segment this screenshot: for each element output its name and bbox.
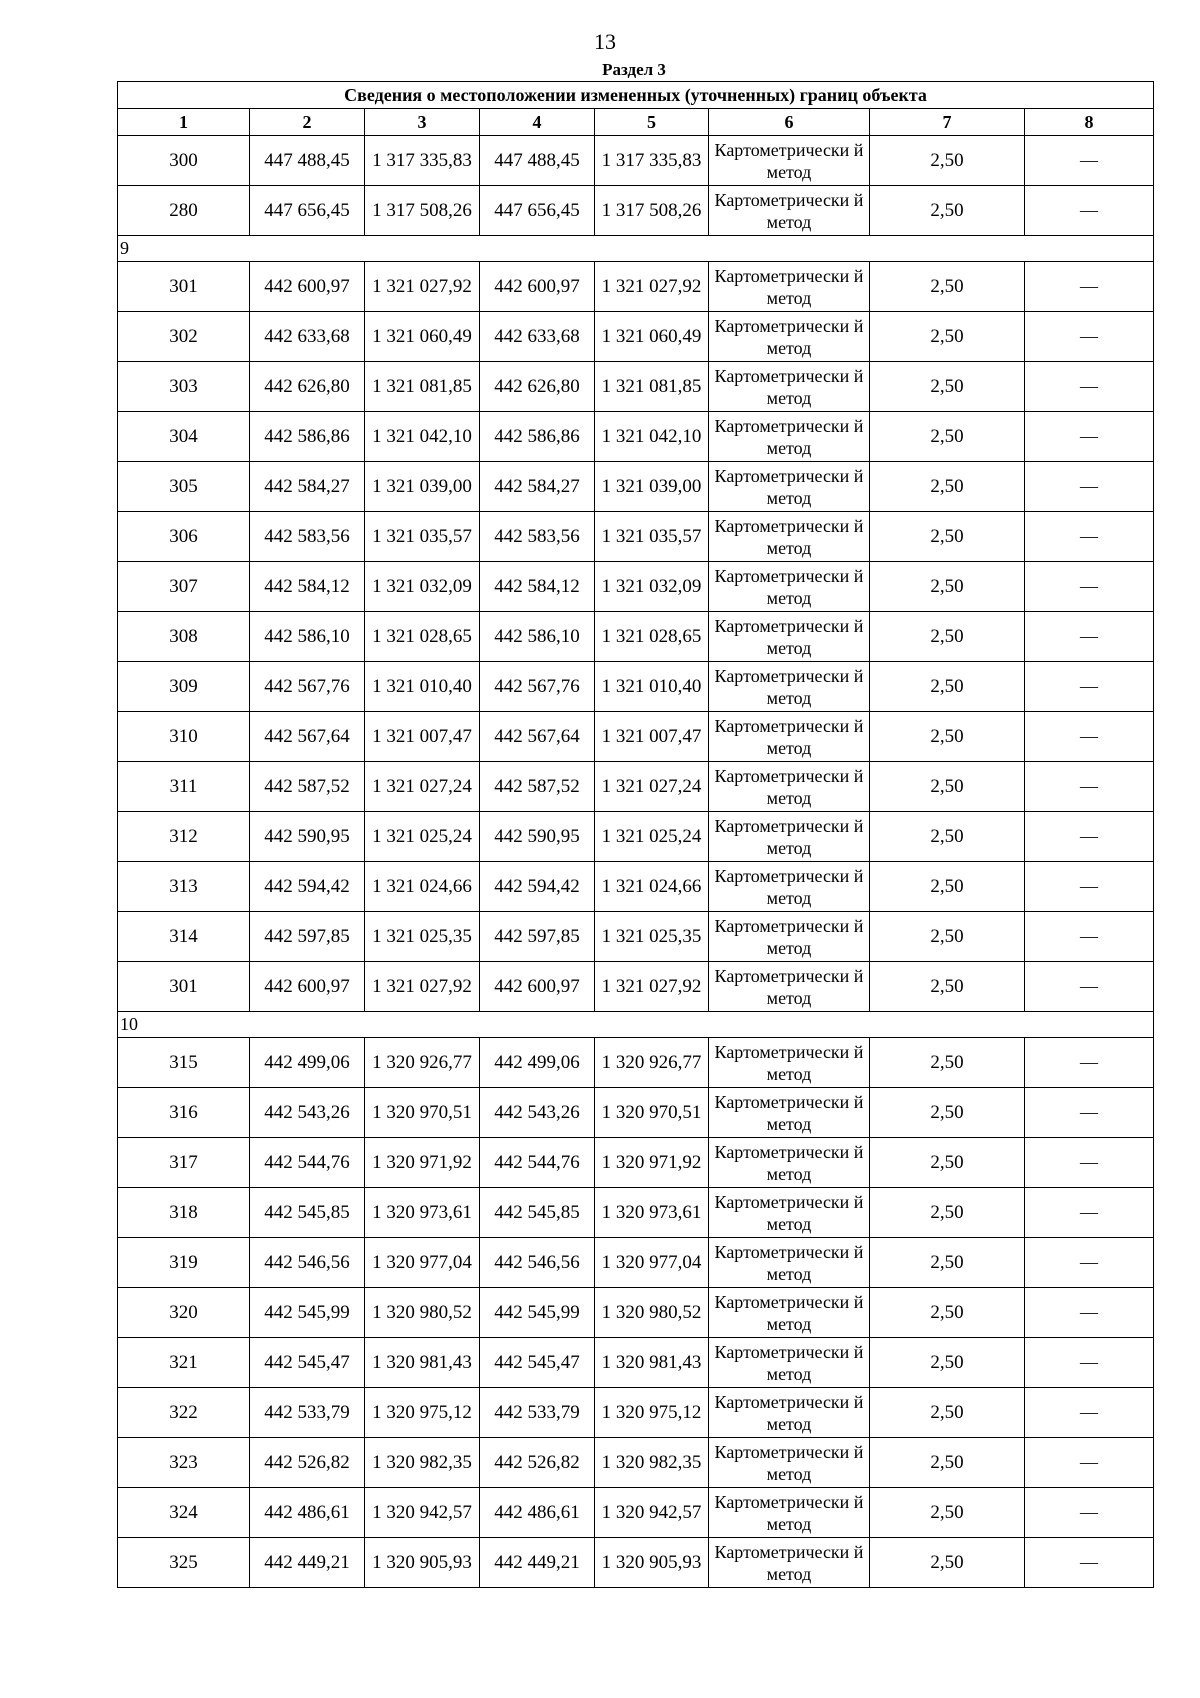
accuracy-cell: 2,50 xyxy=(870,1238,1025,1288)
x-old-cell: 442 544,76 xyxy=(250,1138,365,1188)
method-cell: Картометрически й метод xyxy=(709,862,870,912)
table-row xyxy=(118,362,1154,412)
description-cell: — xyxy=(1025,662,1154,712)
y-new-cell: 1 321 081,85 xyxy=(595,362,709,412)
y-new-cell: 1 320 981,43 xyxy=(595,1338,709,1388)
x-new-cell: 442 586,10 xyxy=(480,612,595,662)
table-row xyxy=(118,612,1154,662)
x-old-cell: 442 600,97 xyxy=(250,962,365,1012)
table-row xyxy=(118,962,1154,1012)
table-row xyxy=(118,1188,1154,1238)
description-cell: — xyxy=(1025,136,1154,186)
x-new-cell: 447 656,45 xyxy=(480,186,595,236)
description-cell: — xyxy=(1025,412,1154,462)
page-number: 13 xyxy=(594,29,616,54)
x-old-cell: 442 586,86 xyxy=(250,412,365,462)
method-cell: Картометрически й метод xyxy=(709,712,870,762)
y-old-cell: 1 317 508,26 xyxy=(365,186,480,236)
y-new-cell: 1 321 010,40 xyxy=(595,662,709,712)
x-old-cell: 442 486,61 xyxy=(250,1488,365,1538)
description-cell: — xyxy=(1025,1238,1154,1288)
y-old-cell: 1 321 060,49 xyxy=(365,312,480,362)
x-new-cell: 442 567,64 xyxy=(480,712,595,762)
x-new-cell: 442 584,12 xyxy=(480,562,595,612)
y-old-cell: 1 321 039,00 xyxy=(365,462,480,512)
point-number-cell: 307 xyxy=(118,562,250,612)
point-number-cell: 300 xyxy=(118,136,250,186)
description-cell: — xyxy=(1025,812,1154,862)
point-number-cell: 323 xyxy=(118,1438,250,1488)
table-row xyxy=(118,1288,1154,1338)
x-new-cell: 442 597,85 xyxy=(480,912,595,962)
point-number-cell: 301 xyxy=(118,962,250,1012)
description-cell: — xyxy=(1025,1388,1154,1438)
accuracy-cell: 2,50 xyxy=(870,1538,1025,1588)
table-body xyxy=(118,82,1154,1588)
y-old-cell: 1 317 335,83 xyxy=(365,136,480,186)
accuracy-cell: 2,50 xyxy=(870,662,1025,712)
x-old-cell: 442 533,79 xyxy=(250,1388,365,1438)
x-old-cell: 442 499,06 xyxy=(250,1038,365,1088)
y-old-cell: 1 320 905,93 xyxy=(365,1538,480,1588)
y-new-cell: 1 320 905,93 xyxy=(595,1538,709,1588)
description-cell: — xyxy=(1025,962,1154,1012)
method-cell: Картометрически й метод xyxy=(709,362,870,412)
method-cell: Картометрически й метод xyxy=(709,1438,870,1488)
contour-group-row xyxy=(118,1012,1154,1038)
contour-number: 10 xyxy=(118,1012,1154,1038)
point-number-cell: 320 xyxy=(118,1288,250,1338)
y-old-cell: 1 320 980,52 xyxy=(365,1288,480,1338)
y-new-cell: 1 320 980,52 xyxy=(595,1288,709,1338)
table-row xyxy=(118,1038,1154,1088)
y-old-cell: 1 320 977,04 xyxy=(365,1238,480,1288)
point-number-cell: 305 xyxy=(118,462,250,512)
column-header: 8 xyxy=(1025,109,1154,136)
point-number-cell: 308 xyxy=(118,612,250,662)
x-new-cell: 442 543,26 xyxy=(480,1088,595,1138)
method-cell: Картометрически й метод xyxy=(709,1038,870,1088)
y-old-cell: 1 320 942,57 xyxy=(365,1488,480,1538)
y-new-cell: 1 321 007,47 xyxy=(595,712,709,762)
point-number-cell: 303 xyxy=(118,362,250,412)
accuracy-cell: 2,50 xyxy=(870,612,1025,662)
table-row xyxy=(118,186,1154,236)
accuracy-cell: 2,50 xyxy=(870,1038,1025,1088)
description-cell: — xyxy=(1025,562,1154,612)
y-new-cell: 1 320 942,57 xyxy=(595,1488,709,1538)
y-new-cell: 1 321 025,35 xyxy=(595,912,709,962)
table-row xyxy=(118,1138,1154,1188)
y-old-cell: 1 320 971,92 xyxy=(365,1138,480,1188)
y-old-cell: 1 321 027,24 xyxy=(365,762,480,812)
table-row xyxy=(118,262,1154,312)
y-old-cell: 1 321 027,92 xyxy=(365,262,480,312)
x-new-cell: 442 533,79 xyxy=(480,1388,595,1438)
method-cell: Картометрически й метод xyxy=(709,762,870,812)
description-cell: — xyxy=(1025,1088,1154,1138)
description-cell: — xyxy=(1025,712,1154,762)
accuracy-cell: 2,50 xyxy=(870,1188,1025,1238)
table-row xyxy=(118,762,1154,812)
y-new-cell: 1 320 977,04 xyxy=(595,1238,709,1288)
y-new-cell: 1 321 025,24 xyxy=(595,812,709,862)
method-cell: Картометрически й метод xyxy=(709,912,870,962)
table-row xyxy=(118,1438,1154,1488)
point-number-cell: 310 xyxy=(118,712,250,762)
x-old-cell: 442 584,12 xyxy=(250,562,365,612)
method-cell: Картометрически й метод xyxy=(709,1338,870,1388)
table-row xyxy=(118,512,1154,562)
method-cell: Картометрически й метод xyxy=(709,1088,870,1138)
x-old-cell: 442 449,21 xyxy=(250,1538,365,1588)
x-new-cell: 442 626,80 xyxy=(480,362,595,412)
x-old-cell: 442 597,85 xyxy=(250,912,365,962)
x-old-cell: 442 590,95 xyxy=(250,812,365,862)
description-cell: — xyxy=(1025,1188,1154,1238)
y-old-cell: 1 321 032,09 xyxy=(365,562,480,612)
y-old-cell: 1 321 024,66 xyxy=(365,862,480,912)
boundary-table xyxy=(117,81,1154,1588)
point-number-cell: 312 xyxy=(118,812,250,862)
table-row xyxy=(118,1538,1154,1588)
y-old-cell: 1 321 010,40 xyxy=(365,662,480,712)
accuracy-cell: 2,50 xyxy=(870,562,1025,612)
x-new-cell: 442 567,76 xyxy=(480,662,595,712)
y-new-cell: 1 317 335,83 xyxy=(595,136,709,186)
point-number-cell: 319 xyxy=(118,1238,250,1288)
y-new-cell: 1 321 027,92 xyxy=(595,262,709,312)
x-old-cell: 442 545,47 xyxy=(250,1338,365,1388)
accuracy-cell: 2,50 xyxy=(870,1138,1025,1188)
y-new-cell: 1 321 042,10 xyxy=(595,412,709,462)
method-cell: Картометрически й метод xyxy=(709,412,870,462)
accuracy-cell: 2,50 xyxy=(870,1338,1025,1388)
x-old-cell: 447 488,45 xyxy=(250,136,365,186)
description-cell: — xyxy=(1025,762,1154,812)
x-new-cell: 442 583,56 xyxy=(480,512,595,562)
table-row xyxy=(118,1338,1154,1388)
y-new-cell: 1 320 971,92 xyxy=(595,1138,709,1188)
x-new-cell: 442 600,97 xyxy=(480,262,595,312)
description-cell: — xyxy=(1025,512,1154,562)
x-old-cell: 442 583,56 xyxy=(250,512,365,562)
method-cell: Картометрически й метод xyxy=(709,186,870,236)
y-old-cell: 1 321 081,85 xyxy=(365,362,480,412)
x-new-cell: 442 545,47 xyxy=(480,1338,595,1388)
point-number-cell: 314 xyxy=(118,912,250,962)
description-cell: — xyxy=(1025,1038,1154,1088)
y-new-cell: 1 321 027,24 xyxy=(595,762,709,812)
point-number-cell: 306 xyxy=(118,512,250,562)
x-old-cell: 447 656,45 xyxy=(250,186,365,236)
method-cell: Картометрически й метод xyxy=(709,1138,870,1188)
table-row xyxy=(118,812,1154,862)
x-old-cell: 442 545,85 xyxy=(250,1188,365,1238)
y-old-cell: 1 320 981,43 xyxy=(365,1338,480,1388)
y-new-cell: 1 321 028,65 xyxy=(595,612,709,662)
table-row xyxy=(118,312,1154,362)
y-new-cell: 1 320 970,51 xyxy=(595,1088,709,1138)
table-row xyxy=(118,1088,1154,1138)
x-new-cell: 442 584,27 xyxy=(480,462,595,512)
description-cell: — xyxy=(1025,1138,1154,1188)
accuracy-cell: 2,50 xyxy=(870,262,1025,312)
y-new-cell: 1 320 982,35 xyxy=(595,1438,709,1488)
x-new-cell: 442 590,95 xyxy=(480,812,595,862)
x-old-cell: 442 567,64 xyxy=(250,712,365,762)
table-row xyxy=(118,712,1154,762)
y-new-cell: 1 321 035,57 xyxy=(595,512,709,562)
y-old-cell: 1 320 975,12 xyxy=(365,1388,480,1438)
description-cell: — xyxy=(1025,312,1154,362)
accuracy-cell: 2,50 xyxy=(870,1288,1025,1338)
description-cell: — xyxy=(1025,1488,1154,1538)
x-new-cell: 442 449,21 xyxy=(480,1538,595,1588)
accuracy-cell: 2,50 xyxy=(870,462,1025,512)
point-number-cell: 316 xyxy=(118,1088,250,1138)
y-new-cell: 1 321 027,92 xyxy=(595,962,709,1012)
accuracy-cell: 2,50 xyxy=(870,1438,1025,1488)
point-number-cell: 321 xyxy=(118,1338,250,1388)
y-new-cell: 1 321 024,66 xyxy=(595,862,709,912)
accuracy-cell: 2,50 xyxy=(870,186,1025,236)
point-number-cell: 311 xyxy=(118,762,250,812)
column-header: 4 xyxy=(480,109,595,136)
column-header: 6 xyxy=(709,109,870,136)
y-new-cell: 1 321 039,00 xyxy=(595,462,709,512)
y-old-cell: 1 320 982,35 xyxy=(365,1438,480,1488)
x-new-cell: 442 633,68 xyxy=(480,312,595,362)
point-number-cell: 302 xyxy=(118,312,250,362)
y-new-cell: 1 320 975,12 xyxy=(595,1388,709,1438)
table-row xyxy=(118,1388,1154,1438)
table-row xyxy=(118,562,1154,612)
x-new-cell: 442 486,61 xyxy=(480,1488,595,1538)
description-cell: — xyxy=(1025,362,1154,412)
x-old-cell: 442 633,68 xyxy=(250,312,365,362)
contour-group-row xyxy=(118,236,1154,262)
x-new-cell: 442 587,52 xyxy=(480,762,595,812)
description-cell: — xyxy=(1025,262,1154,312)
description-cell: — xyxy=(1025,1288,1154,1338)
x-old-cell: 442 594,42 xyxy=(250,862,365,912)
method-cell: Картометрически й метод xyxy=(709,312,870,362)
x-new-cell: 442 600,97 xyxy=(480,962,595,1012)
method-cell: Картометрически й метод xyxy=(709,962,870,1012)
accuracy-cell: 2,50 xyxy=(870,362,1025,412)
table-row xyxy=(118,412,1154,462)
method-cell: Картометрически й метод xyxy=(709,612,870,662)
table-row xyxy=(118,136,1154,186)
table-row xyxy=(118,1488,1154,1538)
y-old-cell: 1 321 027,92 xyxy=(365,962,480,1012)
x-new-cell: 442 545,99 xyxy=(480,1288,595,1338)
method-cell: Картометрически й метод xyxy=(709,812,870,862)
x-old-cell: 442 543,26 xyxy=(250,1088,365,1138)
point-number-cell: 318 xyxy=(118,1188,250,1238)
accuracy-cell: 2,50 xyxy=(870,412,1025,462)
point-number-cell: 315 xyxy=(118,1038,250,1088)
column-header: 7 xyxy=(870,109,1025,136)
point-number-cell: 313 xyxy=(118,862,250,912)
y-old-cell: 1 321 025,35 xyxy=(365,912,480,962)
accuracy-cell: 2,50 xyxy=(870,1088,1025,1138)
method-cell: Картометрически й метод xyxy=(709,1288,870,1338)
y-new-cell: 1 317 508,26 xyxy=(595,186,709,236)
y-new-cell: 1 320 973,61 xyxy=(595,1188,709,1238)
description-cell: — xyxy=(1025,1538,1154,1588)
method-cell: Картометрически й метод xyxy=(709,1188,870,1238)
point-number-cell: 304 xyxy=(118,412,250,462)
method-cell: Картометрически й метод xyxy=(709,136,870,186)
point-number-cell: 324 xyxy=(118,1488,250,1538)
x-new-cell: 442 546,56 xyxy=(480,1238,595,1288)
x-old-cell: 442 546,56 xyxy=(250,1238,365,1288)
y-new-cell: 1 321 032,09 xyxy=(595,562,709,612)
point-number-cell: 301 xyxy=(118,262,250,312)
y-old-cell: 1 321 025,24 xyxy=(365,812,480,862)
x-old-cell: 442 587,52 xyxy=(250,762,365,812)
method-cell: Картометрически й метод xyxy=(709,662,870,712)
description-cell: — xyxy=(1025,1338,1154,1388)
x-old-cell: 442 584,27 xyxy=(250,462,365,512)
x-old-cell: 442 626,80 xyxy=(250,362,365,412)
y-old-cell: 1 320 970,51 xyxy=(365,1088,480,1138)
accuracy-cell: 2,50 xyxy=(870,312,1025,362)
accuracy-cell: 2,50 xyxy=(870,1488,1025,1538)
method-cell: Картометрически й метод xyxy=(709,562,870,612)
accuracy-cell: 2,50 xyxy=(870,762,1025,812)
x-new-cell: 442 544,76 xyxy=(480,1138,595,1188)
y-old-cell: 1 321 035,57 xyxy=(365,512,480,562)
method-cell: Картометрически й метод xyxy=(709,1238,870,1288)
x-old-cell: 442 567,76 xyxy=(250,662,365,712)
accuracy-cell: 2,50 xyxy=(870,712,1025,762)
y-new-cell: 1 321 060,49 xyxy=(595,312,709,362)
accuracy-cell: 2,50 xyxy=(870,962,1025,1012)
table-caption-row xyxy=(118,82,1154,109)
x-new-cell: 442 526,82 xyxy=(480,1438,595,1488)
x-new-cell: 442 594,42 xyxy=(480,862,595,912)
y-old-cell: 1 321 042,10 xyxy=(365,412,480,462)
description-cell: — xyxy=(1025,912,1154,962)
x-old-cell: 442 545,99 xyxy=(250,1288,365,1338)
x-old-cell: 442 600,97 xyxy=(250,262,365,312)
table-row xyxy=(118,912,1154,962)
column-header: 3 xyxy=(365,109,480,136)
column-header: 2 xyxy=(250,109,365,136)
column-header: 5 xyxy=(595,109,709,136)
point-number-cell: 309 xyxy=(118,662,250,712)
x-old-cell: 442 586,10 xyxy=(250,612,365,662)
y-old-cell: 1 321 028,65 xyxy=(365,612,480,662)
column-header: 1 xyxy=(118,109,250,136)
accuracy-cell: 2,50 xyxy=(870,812,1025,862)
method-cell: Картометрически й метод xyxy=(709,1388,870,1438)
x-new-cell: 442 545,85 xyxy=(480,1188,595,1238)
contour-number: 9 xyxy=(118,236,1154,262)
y-old-cell: 1 320 926,77 xyxy=(365,1038,480,1088)
accuracy-cell: 2,50 xyxy=(870,912,1025,962)
table-caption: Сведения о местоположении измененных (уточненных) границ объекта xyxy=(118,82,1154,109)
accuracy-cell: 2,50 xyxy=(870,512,1025,562)
table-header-row xyxy=(118,109,1154,136)
method-cell: Картометрически й метод xyxy=(709,1488,870,1538)
method-cell: Картометрически й метод xyxy=(709,462,870,512)
table-row xyxy=(118,662,1154,712)
accuracy-cell: 2,50 xyxy=(870,862,1025,912)
method-cell: Картометрически й метод xyxy=(709,1538,870,1588)
y-old-cell: 1 321 007,47 xyxy=(365,712,480,762)
point-number-cell: 322 xyxy=(118,1388,250,1438)
accuracy-cell: 2,50 xyxy=(870,1388,1025,1438)
accuracy-cell: 2,50 xyxy=(870,136,1025,186)
x-new-cell: 447 488,45 xyxy=(480,136,595,186)
y-old-cell: 1 320 973,61 xyxy=(365,1188,480,1238)
description-cell: — xyxy=(1025,862,1154,912)
method-cell: Картометрически й метод xyxy=(709,512,870,562)
description-cell: — xyxy=(1025,612,1154,662)
point-number-cell: 280 xyxy=(118,186,250,236)
method-cell: Картометрически й метод xyxy=(709,262,870,312)
point-number-cell: 317 xyxy=(118,1138,250,1188)
x-new-cell: 442 586,86 xyxy=(480,412,595,462)
table-row xyxy=(118,1238,1154,1288)
table-row xyxy=(118,862,1154,912)
x-old-cell: 442 526,82 xyxy=(250,1438,365,1488)
table-row xyxy=(118,462,1154,512)
x-new-cell: 442 499,06 xyxy=(480,1038,595,1088)
description-cell: — xyxy=(1025,462,1154,512)
y-new-cell: 1 320 926,77 xyxy=(595,1038,709,1088)
section-title: Раздел 3 xyxy=(602,60,666,79)
point-number-cell: 325 xyxy=(118,1538,250,1588)
description-cell: — xyxy=(1025,186,1154,236)
description-cell: — xyxy=(1025,1438,1154,1488)
